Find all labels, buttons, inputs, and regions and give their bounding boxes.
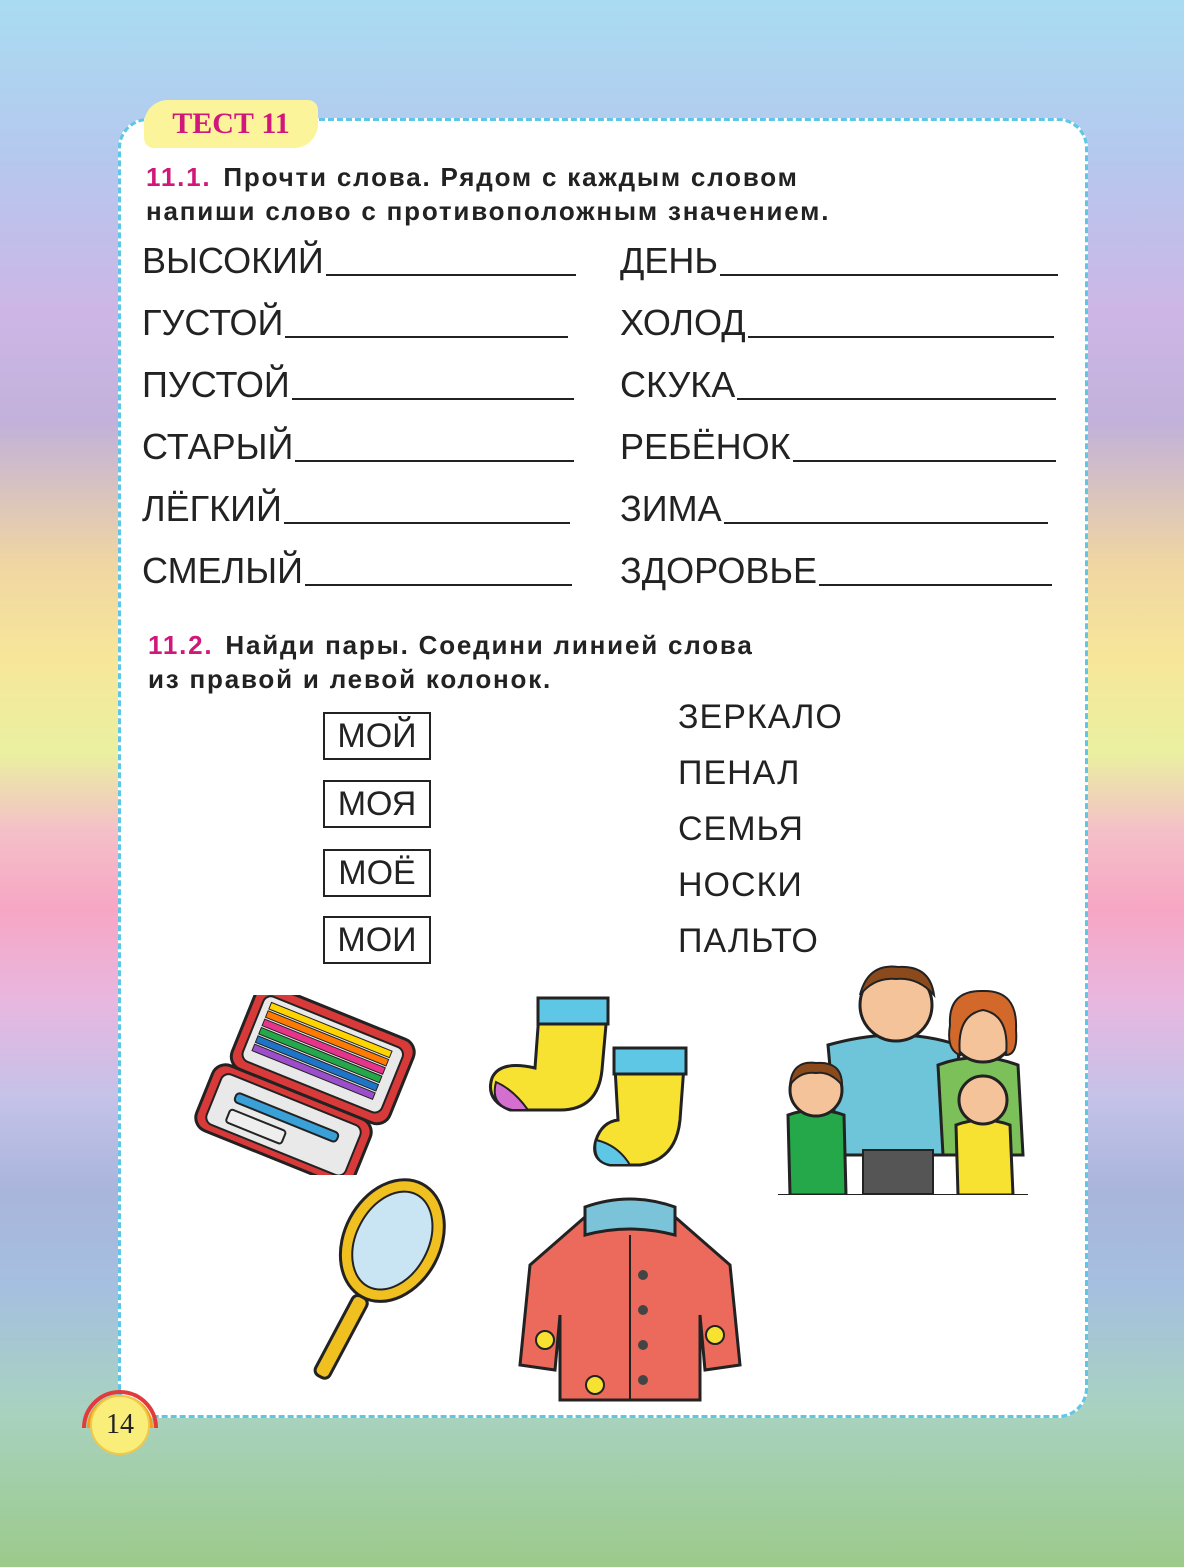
left-word: ЛЁГКИЙ — [142, 488, 282, 529]
match-word-2[interactable]: ПЕНАЛ — [678, 754, 801, 792]
coat-icon — [515, 1195, 745, 1405]
left-word-row-5 — [142, 486, 570, 530]
right-word: ЗИМА — [620, 488, 722, 529]
left-word-row-2 — [142, 300, 568, 344]
mirror-icon — [280, 1170, 450, 1400]
task1-title — [146, 160, 830, 228]
task1-line2: напиши слово с противоположным значением. — [146, 196, 831, 226]
task2-line1: Найди пары. Соедини линией слова — [225, 630, 754, 660]
right-word-row-3 — [620, 362, 1056, 406]
answer-line[interactable] — [724, 522, 1048, 524]
socks-icon — [480, 990, 710, 1175]
task2-title — [148, 628, 754, 696]
match-word-4[interactable]: НОСКИ — [678, 866, 803, 904]
answer-line[interactable] — [285, 336, 568, 338]
right-word-row-1 — [620, 238, 1058, 282]
right-word-row-2 — [620, 300, 1054, 344]
answer-line[interactable] — [748, 336, 1054, 338]
pencil-case-icon — [185, 995, 425, 1175]
task2-number: 11.2. — [148, 630, 214, 660]
test-label: ТЕСТ 11 — [144, 100, 318, 148]
right-word: ХОЛОД — [620, 302, 746, 343]
left-word: ПУСТОЙ — [142, 364, 290, 405]
left-word: ВЫСОКИЙ — [142, 240, 324, 281]
boxed-word-1[interactable]: МОЙ — [323, 712, 431, 760]
right-word: ДЕНЬ — [620, 240, 719, 281]
match-word-5[interactable]: ПАЛЬТО — [678, 922, 819, 960]
left-word-row-4 — [142, 424, 574, 468]
right-word: СКУКА — [620, 364, 736, 405]
right-word-row-6 — [620, 548, 1052, 592]
answer-line[interactable] — [284, 522, 570, 524]
answer-line[interactable] — [720, 274, 1058, 276]
match-word-1[interactable]: ЗЕРКАЛО — [678, 698, 843, 736]
boxed-word-4[interactable]: МОИ — [323, 916, 431, 964]
answer-line[interactable] — [793, 460, 1056, 462]
right-word: ЗДОРОВЬЕ — [620, 550, 817, 591]
answer-line[interactable] — [737, 398, 1056, 400]
right-word-row-4 — [620, 424, 1056, 468]
left-word: СМЕЛЫЙ — [142, 550, 303, 591]
family-icon — [778, 955, 1028, 1195]
left-word-row-3 — [142, 362, 574, 406]
left-word: ГУСТОЙ — [142, 302, 284, 343]
answer-line[interactable] — [292, 398, 574, 400]
boxed-word-3[interactable]: МОЁ — [323, 849, 431, 897]
page-number: 14 — [90, 1395, 150, 1455]
left-word-row-6 — [142, 548, 572, 592]
answer-line[interactable] — [305, 584, 572, 586]
answer-line[interactable] — [295, 460, 574, 462]
left-word: СТАРЫЙ — [142, 426, 294, 467]
boxed-word-2[interactable]: МОЯ — [323, 780, 431, 828]
answer-line[interactable] — [326, 274, 576, 276]
task2-line2: из правой и левой колонок. — [148, 664, 553, 694]
right-word: РЕБЁНОК — [620, 426, 791, 467]
left-word-row-1 — [142, 238, 576, 282]
answer-line[interactable] — [819, 584, 1052, 586]
task1-number: 11.1. — [146, 162, 212, 192]
right-word-row-5 — [620, 486, 1048, 530]
match-word-3[interactable]: СЕМЬЯ — [678, 810, 804, 848]
task1-line1: Прочти слова. Рядом с каждым словом — [223, 162, 799, 192]
